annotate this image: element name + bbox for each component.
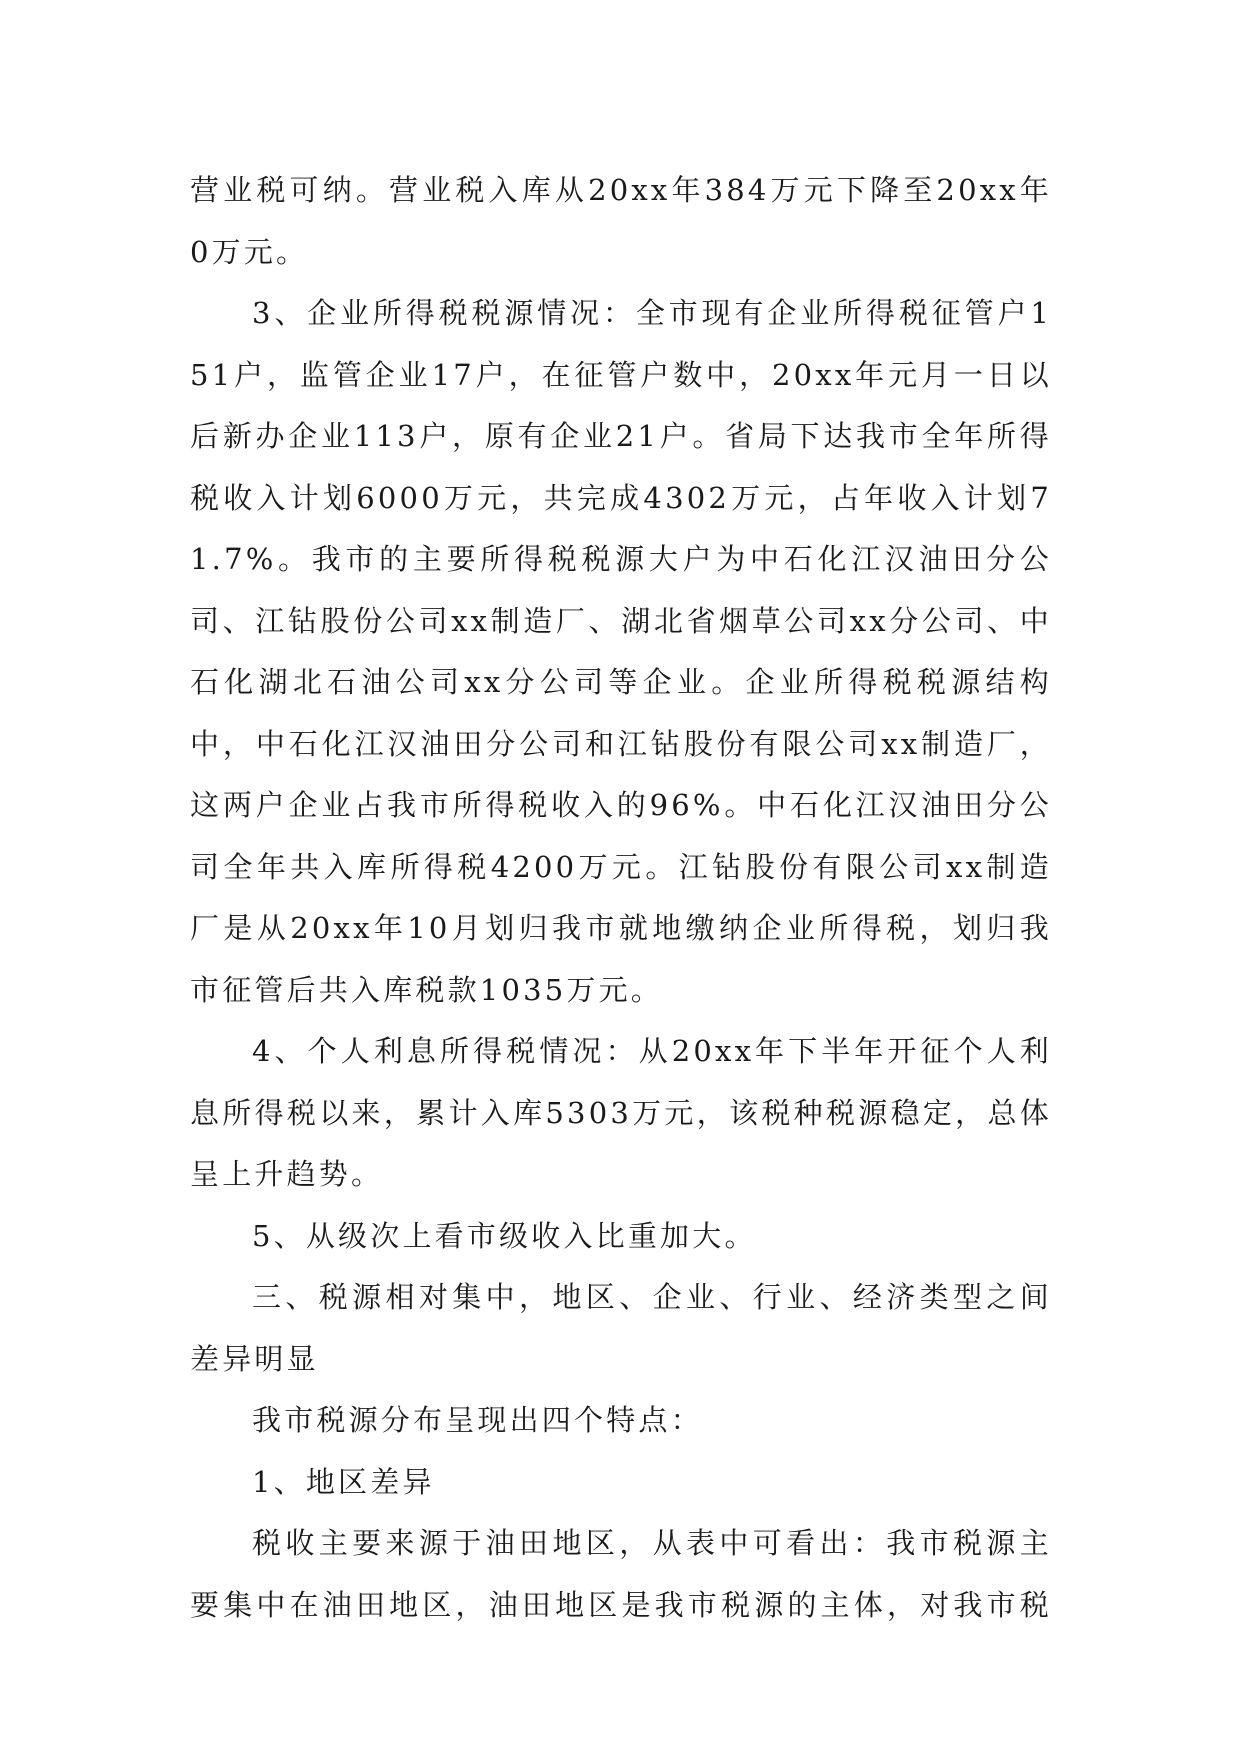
section-heading-tax-source-concentration: 三、税源相对集中，地区、企业、行业、经济类型之间差异明显 [190, 1280, 1052, 1376]
document-body [190, 160, 1052, 1636]
paragraph-business-tax-continuation: 营业税可纳。营业税入库从20xx年384万元下降至20xx年0万元。 [190, 173, 1052, 269]
paragraph-oilfield-region: 税收主要来源于油田地区，从表中可看出：我市税源主要集中在油田地区，油田地区是我市税源的主体，对我市税 [190, 1526, 1052, 1622]
subheading-regional-differences: 1、地区差异 [252, 1464, 435, 1499]
paragraph-four-characteristics: 我市税源分布呈现出四个特点： [252, 1403, 703, 1437]
paragraph-city-level-revenue: 5、从级次上看市级收入比重加大。 [252, 1218, 757, 1253]
paragraph-personal-interest-tax: 4、个人利息所得税情况：从20xx年下半年开征个人利息所得税以来，累计入库5303万元，该税种税源稳定，总体呈上升趋势。 [190, 1034, 1052, 1191]
paragraph-enterprise-income-tax: 3、企业所得税税源情况：全市现有企业所得税征管户151户，监管企业17户，在征管户数中，20xx年元月一日以后新办企业113户，原有企业21户。省局下达我市全年所得税收入计划6000万元，共完成4302万元，占年收入计划71.7%。我市的主要所得税税源大户为中石化江汉油田分公司、江钻股份公司xx制造厂、湖北省烟草公司xx分公司、中石化湖北石油公司xx分公司等企业。企业所得税税源结构中，中石化江汉油田分公司和江钻股份有限公司xx制造厂，这两户企业占我市所得税收入的96%。中石化江汉油田分公司全年共入库所得税4200万元。江钻股份有限公司xx制造厂是从20xx年10月划归我市就地缴纳企业所得税，划归我市征管后共入库税款1035万元。 [190, 296, 1052, 1007]
